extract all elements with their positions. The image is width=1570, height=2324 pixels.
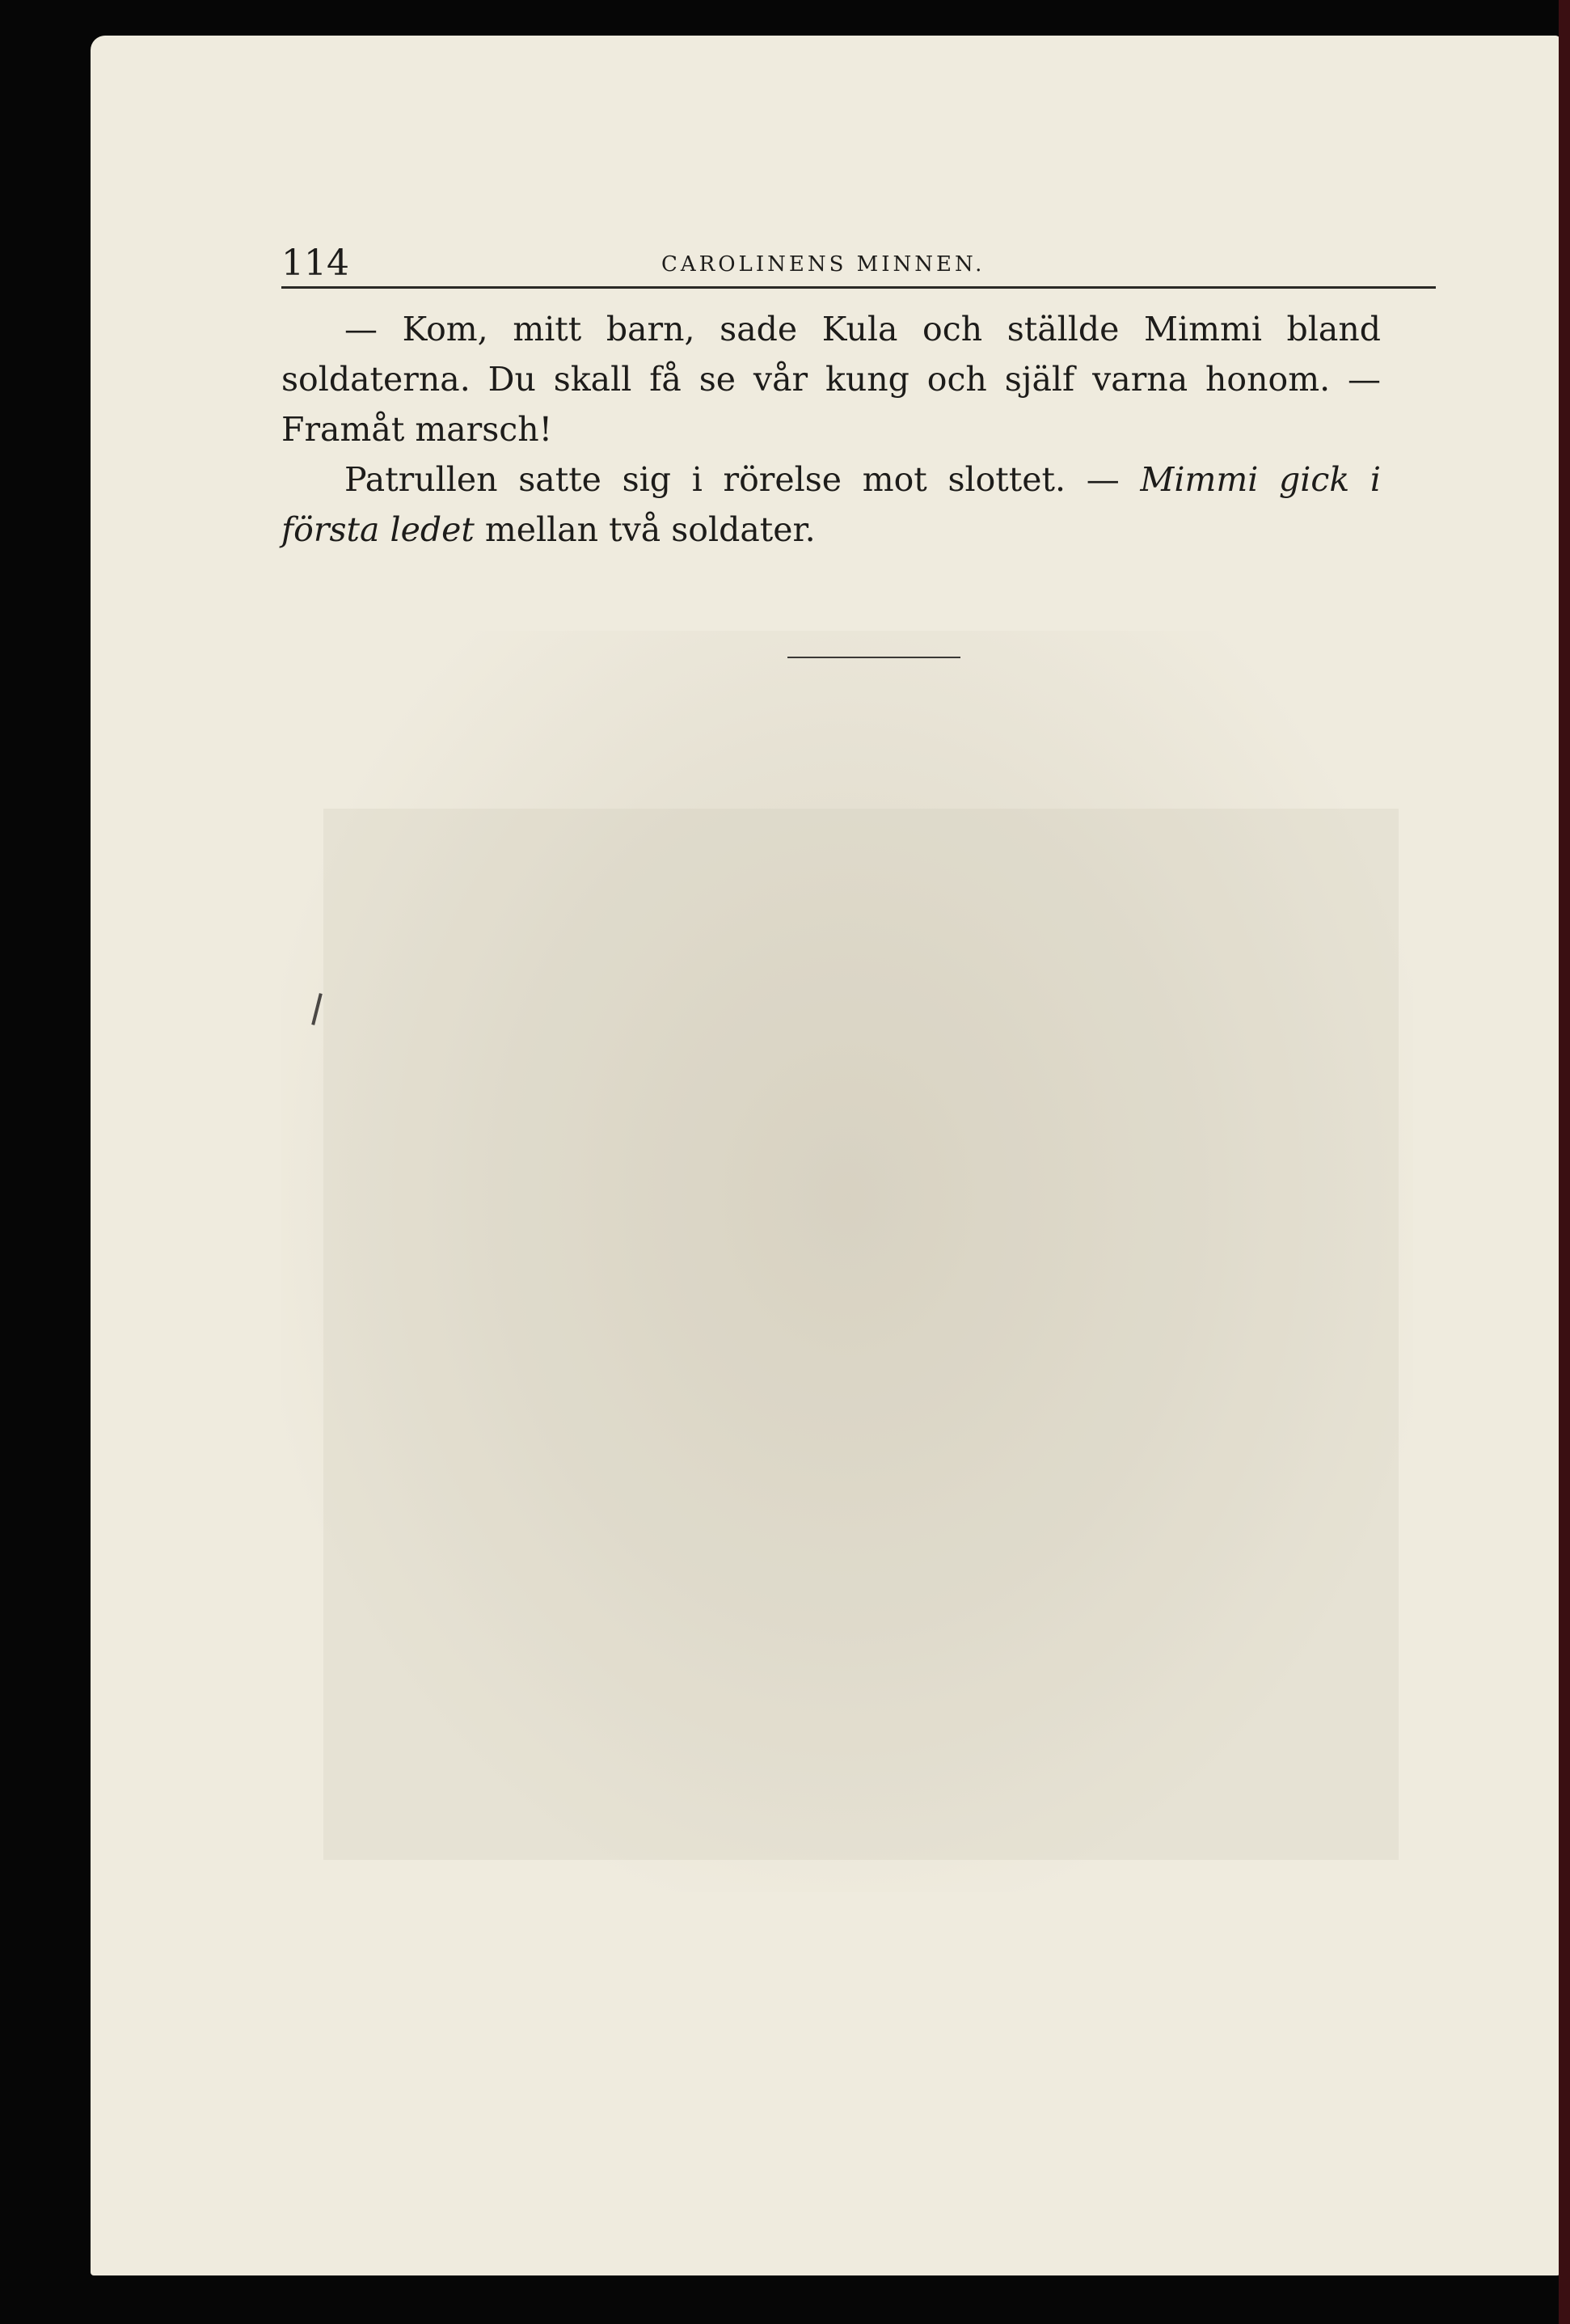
- show-through-plate: [323, 809, 1399, 1860]
- paragraph-2-line-2-plain: mellan två soldater.: [484, 510, 816, 549]
- running-head: CAROLINENS MINNEN.: [661, 252, 985, 277]
- page-number: 114: [281, 243, 349, 284]
- paragraph-1-line-3: Framåt marsch!: [281, 410, 553, 449]
- paragraph-2-line-1-plain: Patrullen satte sig i rörelse mot slottet. —: [344, 460, 1120, 499]
- body-text: [281, 304, 1381, 555]
- paragraph-2-line-2-italic: första ledet: [281, 510, 475, 549]
- paragraph-2-line-2: [281, 505, 1381, 555]
- paragraph-1-line-1: — Kom, mitt barn, sade Kula och ställde Mimmi bland: [344, 310, 1381, 349]
- section-end-rule: [787, 657, 960, 658]
- header-rule: [281, 286, 1436, 289]
- paragraph-1-line-2: soldaterna. Du skall få se vår kung och själf varna honom. —: [281, 360, 1381, 399]
- paragraph-2-line-1-italic: Mimmi gick i: [1140, 460, 1381, 499]
- book-cover-edge: [1559, 0, 1570, 2324]
- paragraph-2-line-1: [281, 454, 1381, 505]
- page-header: [281, 207, 1436, 288]
